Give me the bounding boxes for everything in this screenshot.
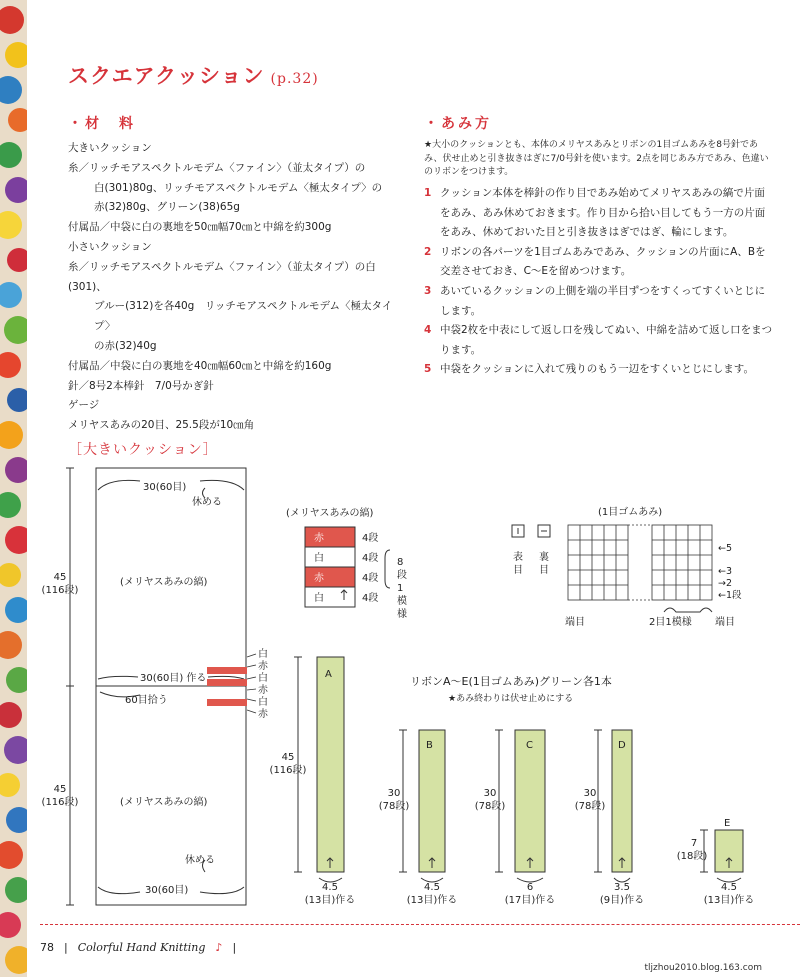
stripe-color-label: 赤 [258,709,268,720]
ribbon-a [270,657,356,906]
material-line: 糸／リッチモアスペクトルモデム〈ファイン〉（並太タイプ）の白(301)、 [68,260,376,293]
footer-flourish-icon: ♪ [215,941,223,954]
stripe-color-label: 白 [258,649,268,660]
rest-top-label: 休める [192,497,222,508]
ribbon-stitches: (13目)作る [304,895,356,906]
ribbon-height: 45 [281,752,295,763]
purl-symbol-label: 裏 [539,552,549,563]
material-line: 赤(32)80g、グリーン(38)65g [94,201,240,214]
step-text: 中袋2枚を中表にして返し口を残してぬい、中綿を詰めて返し口をまつります。 [440,324,773,356]
step-text: リボンの各パーツを1目ゴムあみであみ、クッションの片面にA、Bを交差させておき、C〜Eを留めつけます。 [440,245,766,278]
footer-divider [40,924,800,925]
ribbon-height: 30 [387,788,401,799]
ribbon-id: B [426,740,433,751]
material-line: 大きいクッション [68,142,152,154]
diagram-section-label: ［大きいクッション］ [68,442,218,458]
ribbon-rows: (78段) [574,801,606,812]
footer-separator: | [232,941,237,954]
upper-rows-label: (116段) [41,585,79,596]
rib-row-mark: ←3 [718,566,733,577]
rib-row-mark: →2 [718,578,733,589]
knit-symbol-label: 表 [513,552,523,563]
material-line: ブルー(312)を各40g リッチモアスペクトルモデム〈極太タイプ〉 [94,300,393,333]
ribbon-width: 3.5 [614,882,630,893]
ribbon-id: E [724,818,731,829]
step-number: 4 [424,324,432,337]
ribbon-stitches: (13目)作る [406,895,458,906]
material-line: の赤(32)40g [94,339,157,352]
step-number: 1 [424,187,432,199]
stripe-color-label: 白 [258,697,268,708]
lower-rows-label: (116段) [41,797,79,808]
step-text: クッション本体を棒針の作り目であみ始めてメリヤスあみの縞で片面をあみ、あみ休めておきます。作り目から拾い目してもう一方の片面をあみ、休めておいた目と引き抜きはぎではぎ、輪にします。 [440,187,766,239]
title-page-ref: (p.32) [270,71,319,87]
knit-symbol-label: 目 [513,565,523,576]
ribbon-e [677,818,755,906]
stripe-color-label: 赤 [258,685,268,696]
repeat-char: 1 [397,583,404,594]
rib-edge-left: 端目 [565,617,585,628]
ribbon-rows: (18段) [676,851,708,862]
ribbons-title: リボンA〜E(1目ゴムあみ)グリーン各1本 [410,675,612,688]
howto-step [424,282,774,321]
material-line: 糸／リッチモアスペクトルモデム〈ファイン〉（並太タイプ）の [68,161,366,174]
repeat-char: 8 [397,557,404,568]
repeat-char: 模 [397,596,407,607]
material-line: メリヤスあみの20目、25.5段が10㎝角 [68,419,255,432]
howto-heading: ・あみ方 [424,116,492,132]
repeat-char: 段 [397,570,407,581]
material-line: 白(301)80g、リッチモアスペクトルモデム〈極太タイプ〉の [94,181,383,194]
rib-chart-title: (1目ゴムあみ) [598,507,663,518]
stripe-row-count: 4段 [362,553,379,564]
ribbon-height: 30 [583,788,597,799]
repeat-char: 様 [397,609,407,620]
stripe-color-label: 白 [258,673,268,684]
bottom-width-label: 30(60目) [145,885,189,896]
pickup-label: 60目拾う [125,695,168,706]
ribbons-note: ★あみ終わりは伏せ止めにする [448,694,574,704]
stripe-row-color: 赤 [314,573,324,584]
title-text: スクエアクッション [68,64,265,88]
rib-chart [512,506,742,628]
rib-repeat-label: 2目1模様 [649,617,692,628]
material-line: 付属品／中袋に白の裏地を50㎝幅70㎝と中綿を約300g [68,221,332,234]
howto-step [424,360,774,380]
stripe-row-color: 白 [314,593,324,604]
ribbon-width: 4.5 [721,882,737,893]
cushion-diagram [0,460,800,915]
material-line: 針／8号2本棒針 7/0号かぎ針 [68,379,214,392]
materials-list [68,139,408,436]
ribbon-height: 30 [483,788,497,799]
step-number: 5 [424,363,432,376]
ribbon-width: 4.5 [322,882,338,893]
material-line: 付属品／中袋に白の裏地を40㎝幅60㎝と中綿を約160g [68,359,332,372]
ribbon-rows: (116段) [269,765,307,776]
page-title [68,60,319,90]
lower-body-label: (メリヤスあみの縞) [120,797,208,808]
material-line: 小さいクッション [68,240,152,253]
rib-edge-right: 端目 [715,617,735,628]
rest-bottom-label: 休める [185,855,215,866]
stripe-chart [286,506,407,620]
footer-separator: | [64,941,68,954]
rib-row-mark: ←1段 [718,590,742,601]
howto-steps [424,184,774,380]
step-text: あいているクッションの上側を端の半目ずつをすくってすくいとじにします。 [440,284,766,317]
ribbon-b [379,730,458,906]
materials-heading: ・材 料 [68,116,136,132]
ribbon-id: C [526,740,533,751]
stripe-row-count: 4段 [362,533,379,544]
ribbon-id: D [618,740,626,751]
howto-step [424,243,774,282]
stripe-row-color: 白 [314,553,324,564]
source-url: tljzhou2010.blog.163.com [644,963,762,973]
ribbon-width: 6 [526,882,534,893]
stripe-row-color: 赤 [314,533,324,544]
step-number: 3 [424,284,432,297]
mid-width-label: 30(60目) 作る [140,673,207,684]
step-number: 2 [424,245,432,258]
ribbon-rows: (78段) [378,801,410,812]
howto-step [424,321,774,360]
stripe-row-count: 4段 [362,573,379,584]
stripe-chart-title: (メリヤスあみの縞) [286,508,374,519]
howto-intro: ★大小のクッションとも、本体のメリヤスあみとリボンの1目ゴムあみを8号針であみ、伏せ止めと引き抜きはぎに7/0号針を使います。2点を同じあみ方であみ、色違いのリボンをつけます。 [424,140,769,177]
ribbon-d [575,730,644,906]
howto-step [424,184,774,243]
ribbon-height: 7 [690,838,698,849]
ribbon-width: 4.5 [424,882,440,893]
ribbon-stitches: (17目)作る [504,895,556,906]
ribbon-stitches: (13目)作る [703,895,755,906]
upper-body-label: (メリヤスあみの縞) [120,577,208,588]
purl-symbol-label: 目 [539,565,549,576]
step-text: 中袋をクッションに入れて残りのもう一辺をすくいとじにします。 [440,363,754,376]
upper-height-label: 45 [53,572,67,583]
ribbon-id: A [325,669,332,680]
ribbon-rows: (78段) [474,801,506,812]
rib-row-mark: ←5 [718,543,733,554]
ribbon-c [475,730,556,906]
material-line: ゲージ [68,399,100,412]
top-width-label: 30(60目) [143,482,187,493]
ribbon-stitches: (9目)作る [599,895,645,906]
footer-brand: Colorful Hand Knitting [77,941,206,954]
stripe-marker [207,654,256,713]
page-number: 78 [40,941,54,954]
footer [40,941,236,954]
stripe-row-count: 4段 [362,593,379,604]
lower-height-label: 45 [53,784,67,795]
stripe-color-label: 赤 [258,661,268,672]
